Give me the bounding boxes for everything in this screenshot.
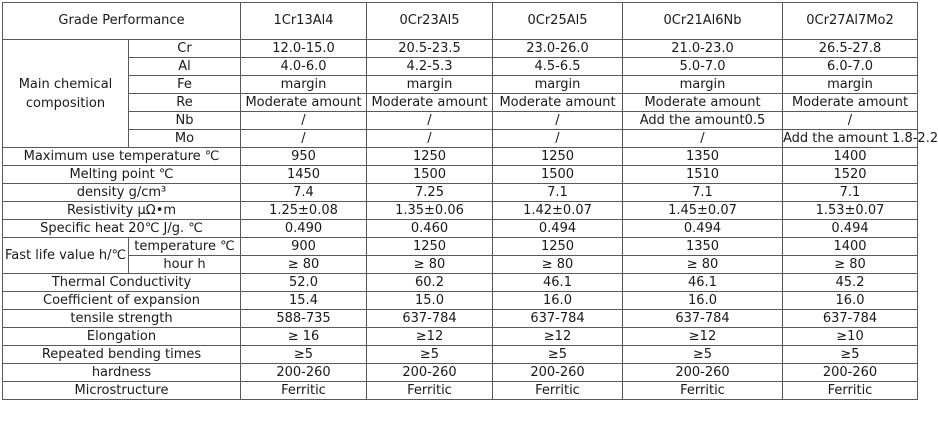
composition-row [3,58,918,76]
property-label: Repeated bending times [3,346,241,364]
property-row [3,148,918,166]
value-cell: ≥ 80 [367,256,493,274]
value-cell: ≥ 80 [623,256,783,274]
value-cell: 0.490 [241,220,367,238]
value-cell: 4.0-6.0 [241,58,367,76]
header-grade-name: 0Cr23Al5 [367,3,493,40]
value-cell: 16.0 [783,292,918,310]
header-grade-name: 0Cr21Al6Nb [623,3,783,40]
value-cell: margin [241,76,367,94]
value-cell: 1250 [367,148,493,166]
value-cell: 7.1 [783,184,918,202]
value-cell: / [367,130,493,148]
value-cell: 637-784 [623,310,783,328]
value-cell: ≥10 [783,328,918,346]
value-cell: 1.25±0.08 [241,202,367,220]
value-cell: 588-735 [241,310,367,328]
value-cell: ≥12 [623,328,783,346]
header-grade-name: 0Cr27Al7Mo2 [783,3,918,40]
value-cell: 7.1 [493,184,623,202]
property-row [3,382,918,400]
value-cell: Ferritic [623,382,783,400]
value-cell: margin [367,76,493,94]
element-label: Nb [129,112,241,130]
value-cell: Moderate amount [241,94,367,112]
value-cell: 23.0-26.0 [493,40,623,58]
value-cell: 637-784 [783,310,918,328]
value-cell: 26.5-27.8 [783,40,918,58]
value-cell: ≥5 [623,346,783,364]
property-label: tensile strength [3,310,241,328]
property-label: Specific heat 20℃ J/g. ℃ [3,220,241,238]
value-cell: / [493,130,623,148]
value-cell: Add the amount0.5 [623,112,783,130]
value-cell: 1350 [623,238,783,256]
value-cell: 200-260 [783,364,918,382]
composition-row [3,76,918,94]
value-cell: 5.0-7.0 [623,58,783,76]
value-cell: ≥ 80 [493,256,623,274]
value-cell: 200-260 [367,364,493,382]
value-cell: 1400 [783,148,918,166]
property-label: hardness [3,364,241,382]
value-cell: Ferritic [367,382,493,400]
composition-row [3,40,918,58]
value-cell: 1510 [623,166,783,184]
value-cell: Ferritic [241,382,367,400]
header-grade-name: 0Cr25Al5 [493,3,623,40]
value-cell: Ferritic [493,382,623,400]
value-cell: 1.53±0.07 [783,202,918,220]
value-cell: 46.1 [493,274,623,292]
property-label: Microstructure [3,382,241,400]
value-cell: margin [623,76,783,94]
value-cell: 16.0 [493,292,623,310]
property-row [3,310,918,328]
value-cell: 1500 [367,166,493,184]
element-label: Fe [129,76,241,94]
value-cell: 7.4 [241,184,367,202]
header-row [3,3,918,40]
property-row [3,166,918,184]
value-cell: 21.0-23.0 [623,40,783,58]
value-cell: 52.0 [241,274,367,292]
property-row [3,220,918,238]
value-cell: 1400 [783,238,918,256]
value-cell: 200-260 [241,364,367,382]
value-cell: 15.0 [367,292,493,310]
value-cell: 1450 [241,166,367,184]
composition-row [3,94,918,112]
value-cell: margin [493,76,623,94]
value-cell: 1.35±0.06 [367,202,493,220]
header-grade-performance: Grade Performance [3,3,241,40]
value-cell: 46.1 [623,274,783,292]
value-cell: 1500 [493,166,623,184]
value-cell: ≥5 [783,346,918,364]
element-label: Mo [129,130,241,148]
value-cell: 0.494 [783,220,918,238]
value-cell: 4.2-5.3 [367,58,493,76]
grade-performance-table [2,2,938,400]
property-label: Melting point ℃ [3,166,241,184]
value-cell: margin [783,76,918,94]
property-row [3,364,918,382]
property-label: Coefficient of expansion [3,292,241,310]
value-cell: ≥ 80 [783,256,918,274]
value-cell: 1250 [493,238,623,256]
value-cell: 15.4 [241,292,367,310]
value-cell: / [241,112,367,130]
value-cell: 1.42±0.07 [493,202,623,220]
fast-life-row [3,256,918,274]
property-row [3,274,918,292]
value-cell: / [241,130,367,148]
value-cell: 16.0 [623,292,783,310]
value-cell: 7.25 [367,184,493,202]
value-cell: Ferritic [783,382,918,400]
value-cell: 1.45±0.07 [623,202,783,220]
value-cell: 45.2 [783,274,918,292]
value-cell: Moderate amount [367,94,493,112]
value-cell: 0.494 [493,220,623,238]
composition-label: Main chemical composition [3,40,129,148]
value-cell: 200-260 [493,364,623,382]
value-cell: 4.5-6.5 [493,58,623,76]
fast-life-sub-label: temperature ℃ [129,238,241,256]
value-cell: ≥5 [241,346,367,364]
value-cell: 0.460 [367,220,493,238]
value-cell: 1250 [493,148,623,166]
value-cell: 6.0-7.0 [783,58,918,76]
value-cell: 0.494 [623,220,783,238]
property-row [3,328,918,346]
fast-life-label: Fast life value h/℃ [3,238,129,274]
value-cell: Moderate amount [783,94,918,112]
composition-row [3,130,918,148]
value-cell: 637-784 [493,310,623,328]
value-cell: 12.0-15.0 [241,40,367,58]
value-cell: / [623,130,783,148]
property-label: Maximum use temperature ℃ [3,148,241,166]
value-cell: 60.2 [367,274,493,292]
value-cell: 637-784 [367,310,493,328]
value-cell: ≥5 [493,346,623,364]
property-row [3,184,918,202]
value-cell: ≥5 [367,346,493,364]
value-cell: / [493,112,623,130]
value-cell: 900 [241,238,367,256]
property-row [3,346,918,364]
value-cell: 950 [241,148,367,166]
value-cell: 1350 [623,148,783,166]
header-grade-name: 1Cr13Al4 [241,3,367,40]
property-row [3,202,918,220]
value-cell: 1250 [367,238,493,256]
element-label: Al [129,58,241,76]
element-label: Cr [129,40,241,58]
value-cell: 1520 [783,166,918,184]
value-cell: / [367,112,493,130]
value-cell: ≥12 [367,328,493,346]
value-cell: Moderate amount [623,94,783,112]
value-cell: Add the amount 1.8-2.2 [783,131,938,146]
value-cell: 200-260 [623,364,783,382]
composition-row [3,112,918,130]
value-cell: 20.5-23.5 [367,40,493,58]
value-cell: ≥ 80 [241,256,367,274]
property-label: Thermal Conductivity [3,274,241,292]
element-label: Re [129,94,241,112]
value-cell: Moderate amount [493,94,623,112]
value-cell: 7.1 [623,184,783,202]
property-label: density g/cm³ [3,184,241,202]
property-label: Elongation [3,328,241,346]
value-cell: ≥12 [493,328,623,346]
property-label: Resistivity μΩ•m [3,202,241,220]
fast-life-row [3,238,918,256]
fast-life-sub-label: hour h [129,256,241,274]
value-cell: ≥ 16 [241,328,367,346]
property-row [3,292,918,310]
value-cell: / [783,112,918,130]
